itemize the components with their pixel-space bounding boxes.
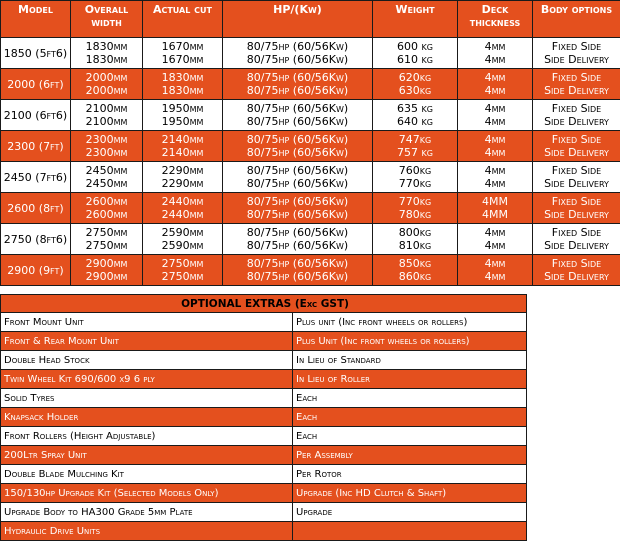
cell-actual-cut: [143, 100, 223, 131]
cell-deck-thickness-line: 4mm: [484, 115, 506, 128]
header-model: Model: [1, 1, 71, 38]
cell-actual-cut-line: 2590mm: [161, 226, 204, 239]
cell-model: 2300 (7ft): [1, 131, 71, 162]
cell-overall-width-line: 2450mm: [85, 164, 128, 177]
extras-table-body: [1, 295, 527, 541]
cell-overall-width-line: 2450mm: [85, 177, 128, 190]
extras-row: [1, 389, 527, 408]
cell-deck-thickness: [458, 162, 533, 193]
extras-item-note: Each: [293, 389, 527, 408]
extras-title: OPTIONAL EXTRAS (Exc GST): [1, 295, 527, 313]
cell-deck-thickness-line: 4mm: [484, 71, 506, 84]
cell-overall-width-line: 2600mm: [85, 195, 128, 208]
header-weight: Weight: [373, 1, 458, 38]
cell-model: 2750 (8ft6): [1, 224, 71, 255]
cell-body-options: [533, 38, 620, 69]
cell-weight-line: 780kg: [398, 208, 432, 221]
extras-item-note: Each: [293, 427, 527, 446]
cell-body-options: [533, 255, 620, 286]
cell-overall-width-line: 2750mm: [85, 226, 128, 239]
cell-body-options-line: Fixed Side: [551, 71, 602, 84]
cell-model: 2900 (9ft): [1, 255, 71, 286]
cell-actual-cut-line: 1670mm: [161, 53, 204, 66]
cell-actual-cut: [143, 255, 223, 286]
cell-body-options: [533, 69, 620, 100]
cell-deck-thickness-line: 4MM: [482, 195, 508, 208]
cell-body-options-line: Side Delivery: [544, 84, 609, 97]
cell-body-options-line: Side Delivery: [544, 146, 609, 159]
cell-body-options-line: Fixed Side: [551, 133, 602, 146]
extras-item-note: Plus unit (Inc front wheels or rollers): [293, 313, 527, 332]
cell-deck-thickness: [458, 131, 533, 162]
cell-hp-kw-line: 80/75hp (60/56Kw): [246, 177, 349, 190]
extras-row: [1, 465, 527, 484]
extras-item-name: 200Ltr Spray Unit: [1, 446, 293, 465]
spec-row: [1, 38, 620, 69]
cell-body-options-line: Fixed Side: [551, 102, 602, 115]
cell-overall-width-line: 2000mm: [85, 71, 128, 84]
cell-weight-line: 860kg: [398, 270, 432, 283]
extras-row: [1, 351, 527, 370]
extras-item-name: Hydraulic Drive Units: [1, 522, 293, 541]
cell-weight: [373, 38, 458, 69]
extras-row: [1, 522, 527, 541]
cell-hp-kw-line: 80/75hp (60/56Kw): [246, 226, 349, 239]
cell-actual-cut-line: 1830mm: [161, 84, 204, 97]
cell-overall-width: [71, 69, 143, 100]
cell-body-options-line: Side Delivery: [544, 270, 609, 283]
cell-deck-thickness: [458, 69, 533, 100]
cell-actual-cut-line: 2140mm: [161, 146, 204, 159]
cell-overall-width-line: 2000mm: [85, 84, 128, 97]
cell-overall-width: [71, 224, 143, 255]
cell-body-options-line: Side Delivery: [544, 177, 609, 190]
extras-item-name: Front & Rear Mount Unit: [1, 332, 293, 351]
cell-body-options-line: Side Delivery: [544, 53, 609, 66]
cell-deck-thickness: [458, 38, 533, 69]
cell-model: 2450 (7ft6): [1, 162, 71, 193]
cell-overall-width-line: 2100mm: [85, 102, 128, 115]
cell-deck-thickness-line: 4mm: [484, 133, 506, 146]
cell-hp-kw-line: 80/75hp (60/56Kw): [246, 133, 349, 146]
cell-body-options: [533, 224, 620, 255]
cell-body-options: [533, 131, 620, 162]
cell-overall-width: [71, 131, 143, 162]
cell-weight-line: 620kg: [398, 71, 432, 84]
cell-deck-thickness-line: 4mm: [484, 177, 506, 190]
cell-body-options: [533, 100, 620, 131]
cell-hp-kw-line: 80/75hp (60/56Kw): [246, 270, 349, 283]
cell-weight: [373, 100, 458, 131]
cell-overall-width: [71, 255, 143, 286]
extras-row: [1, 446, 527, 465]
cell-actual-cut-line: 2750mm: [161, 270, 204, 283]
spec-header-row: [1, 1, 620, 38]
header-deck-thickness: Deck thickness: [458, 1, 533, 38]
cell-weight-line: 640 kg: [397, 115, 433, 128]
extras-row: [1, 313, 527, 332]
cell-deck-thickness-line: 4mm: [484, 146, 506, 159]
cell-hp-kw-line: 80/75hp (60/56Kw): [246, 53, 349, 66]
extras-item-note: Upgrade: [293, 503, 527, 522]
cell-deck-thickness-line: 4mm: [484, 239, 506, 252]
cell-hp-kw-line: 80/75hp (60/56Kw): [246, 164, 349, 177]
cell-weight-line: 600 kg: [397, 40, 433, 53]
cell-overall-width: [71, 100, 143, 131]
extras-row: [1, 503, 527, 522]
extras-item-note: Per Rotor: [293, 465, 527, 484]
cell-deck-thickness-line: 4mm: [484, 84, 506, 97]
cell-body-options-line: Fixed Side: [551, 164, 602, 177]
cell-actual-cut-line: 2290mm: [161, 177, 204, 190]
cell-hp-kw: [223, 162, 373, 193]
cell-overall-width-line: 2300mm: [85, 146, 128, 159]
spec-row: [1, 224, 620, 255]
cell-hp-kw-line: 80/75hp (60/56Kw): [246, 257, 349, 270]
cell-model: 2100 (6ft6): [1, 100, 71, 131]
header-overall-width: Overall width: [71, 1, 143, 38]
spec-row: [1, 100, 620, 131]
cell-actual-cut: [143, 162, 223, 193]
cell-hp-kw-line: 80/75hp (60/56Kw): [246, 115, 349, 128]
cell-weight: [373, 193, 458, 224]
cell-hp-kw: [223, 131, 373, 162]
extras-item-note: In Lieu of Standard: [293, 351, 527, 370]
cell-deck-thickness: [458, 100, 533, 131]
extras-item-name: Double Head Stock: [1, 351, 293, 370]
extras-item-note: In Lieu of Roller: [293, 370, 527, 389]
cell-hp-kw: [223, 193, 373, 224]
cell-actual-cut: [143, 193, 223, 224]
cell-overall-width: [71, 38, 143, 69]
extras-row: [1, 332, 527, 351]
cell-weight: [373, 255, 458, 286]
cell-body-options-line: Side Delivery: [544, 239, 609, 252]
cell-weight-line: 810kg: [398, 239, 432, 252]
extras-row: [1, 427, 527, 446]
extras-row: [1, 370, 527, 389]
cell-actual-cut-line: 1670mm: [161, 40, 204, 53]
cell-deck-thickness-line: 4mm: [484, 40, 506, 53]
cell-actual-cut: [143, 224, 223, 255]
extras-item-name: Front Mount Unit: [1, 313, 293, 332]
cell-body-options-line: Side Delivery: [544, 208, 609, 221]
cell-actual-cut-line: 1950mm: [161, 115, 204, 128]
spec-row: [1, 193, 620, 224]
cell-hp-kw-line: 80/75hp (60/56Kw): [246, 195, 349, 208]
cell-hp-kw: [223, 224, 373, 255]
cell-deck-thickness-line: 4mm: [484, 53, 506, 66]
cell-body-options: [533, 193, 620, 224]
cell-hp-kw-line: 80/75hp (60/56Kw): [246, 146, 349, 159]
cell-hp-kw-line: 80/75hp (60/56Kw): [246, 239, 349, 252]
spec-row: [1, 255, 620, 286]
cell-weight-line: 610 kg: [397, 53, 433, 66]
extras-row: [1, 484, 527, 503]
spec-row: [1, 131, 620, 162]
cell-deck-thickness-line: 4MM: [482, 208, 508, 221]
header-hp-kw: HP/(Kw): [223, 1, 373, 38]
cell-weight-line: 747kg: [398, 133, 432, 146]
extras-row: [1, 408, 527, 427]
cell-deck-thickness-line: 4mm: [484, 226, 506, 239]
cell-weight-line: 770kg: [398, 177, 432, 190]
cell-actual-cut-line: 2440mm: [161, 208, 204, 221]
cell-body-options-line: Fixed Side: [551, 226, 602, 239]
header-body-options: Body options: [533, 1, 620, 38]
cell-actual-cut-line: 1950mm: [161, 102, 204, 115]
cell-hp-kw: [223, 100, 373, 131]
cell-deck-thickness: [458, 224, 533, 255]
cell-actual-cut-line: 2290mm: [161, 164, 204, 177]
cell-hp-kw: [223, 69, 373, 100]
cell-weight-line: 635 kg: [397, 102, 433, 115]
cell-overall-width-line: 2300mm: [85, 133, 128, 146]
cell-overall-width-line: 2600mm: [85, 208, 128, 221]
cell-model: 2600 (8ft): [1, 193, 71, 224]
cell-deck-thickness-line: 4mm: [484, 102, 506, 115]
cell-model: 2000 (6ft): [1, 69, 71, 100]
extras-header-row: [1, 295, 527, 313]
cell-weight: [373, 69, 458, 100]
cell-deck-thickness-line: 4mm: [484, 164, 506, 177]
cell-actual-cut-line: 2590mm: [161, 239, 204, 252]
extras-item-note: [293, 522, 527, 541]
extras-item-name: Upgrade Body to HA300 Grade 5mm Plate: [1, 503, 293, 522]
cell-body-options-line: Fixed Side: [551, 195, 602, 208]
extras-item-note: Per Assembly: [293, 446, 527, 465]
cell-hp-kw-line: 80/75hp (60/56Kw): [246, 71, 349, 84]
cell-overall-width-line: 1830mm: [85, 40, 128, 53]
cell-actual-cut: [143, 69, 223, 100]
cell-deck-thickness-line: 4mm: [484, 257, 506, 270]
extras-item-name: 150/130hp Upgrade Kit (Selected Models Only): [1, 484, 293, 503]
cell-weight-line: 757 kg: [397, 146, 433, 159]
spec-row: [1, 69, 620, 100]
cell-weight: [373, 162, 458, 193]
extras-item-name: Knapsack Holder: [1, 408, 293, 427]
cell-body-options-line: Fixed Side: [551, 257, 602, 270]
cell-deck-thickness: [458, 255, 533, 286]
cell-body-options: [533, 162, 620, 193]
optional-extras-table: [0, 294, 527, 541]
cell-overall-width-line: 2900mm: [85, 257, 128, 270]
cell-hp-kw: [223, 38, 373, 69]
cell-weight: [373, 224, 458, 255]
cell-deck-thickness: [458, 193, 533, 224]
cell-hp-kw: [223, 255, 373, 286]
spec-table-body: [1, 38, 620, 286]
cell-body-options-line: Side Delivery: [544, 115, 609, 128]
cell-weight-line: 770kg: [398, 195, 432, 208]
cell-actual-cut: [143, 38, 223, 69]
cell-overall-width: [71, 162, 143, 193]
cell-weight-line: 760kg: [398, 164, 432, 177]
extras-item-name: Twin Wheel Kit 690/600 x9 6 ply: [1, 370, 293, 389]
spec-row: [1, 162, 620, 193]
extras-item-note: Plus Unit (Inc front wheels or rollers): [293, 332, 527, 351]
cell-actual-cut-line: 2750mm: [161, 257, 204, 270]
extras-item-note: Each: [293, 408, 527, 427]
cell-weight-line: 850kg: [398, 257, 432, 270]
cell-actual-cut: [143, 131, 223, 162]
cell-hp-kw-line: 80/75hp (60/56Kw): [246, 40, 349, 53]
cell-actual-cut-line: 2440mm: [161, 195, 204, 208]
cell-overall-width-line: 2900mm: [85, 270, 128, 283]
header-actual-cut: Actual cut: [143, 1, 223, 38]
cell-body-options-line: Fixed Side: [551, 40, 602, 53]
cell-overall-width-line: 1830mm: [85, 53, 128, 66]
cell-weight: [373, 131, 458, 162]
extras-item-name: Front Rollers (Height Adjustable): [1, 427, 293, 446]
extras-item-name: Double Blade Mulching Kit: [1, 465, 293, 484]
cell-weight-line: 800kg: [398, 226, 432, 239]
cell-hp-kw-line: 80/75hp (60/56Kw): [246, 102, 349, 115]
cell-overall-width: [71, 193, 143, 224]
cell-deck-thickness-line: 4mm: [484, 270, 506, 283]
extras-item-note: Upgrade (Inc HD Clutch & Shaft): [293, 484, 527, 503]
cell-weight-line: 630kg: [398, 84, 432, 97]
cell-model: 1850 (5ft6): [1, 38, 71, 69]
cell-overall-width-line: 2750mm: [85, 239, 128, 252]
cell-hp-kw-line: 80/75hp (60/56Kw): [246, 84, 349, 97]
cell-hp-kw-line: 80/75hp (60/56Kw): [246, 208, 349, 221]
cell-actual-cut-line: 1830mm: [161, 71, 204, 84]
cell-actual-cut-line: 2140mm: [161, 133, 204, 146]
cell-overall-width-line: 2100mm: [85, 115, 128, 128]
extras-item-name: Solid Tyres: [1, 389, 293, 408]
